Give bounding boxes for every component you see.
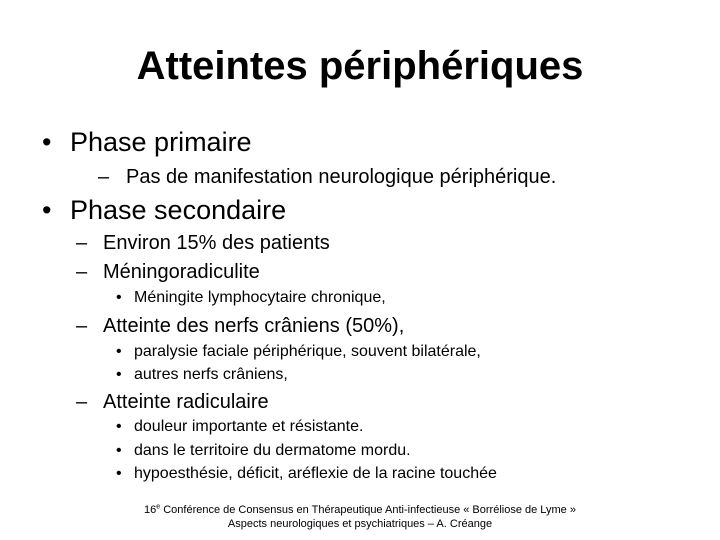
subsubbullet-text: douleur importante et résistante. [134,418,364,435]
bullet-marker: • [116,465,122,482]
bullet-marker: • [42,195,52,225]
bullet-text: Phase primaire [70,127,252,157]
bullet-marker: • [42,127,52,157]
bullet-marker: • [116,343,122,360]
subsubbullet-text: autres nerfs crâniens, [134,366,288,383]
footer-line-1 [0,503,720,517]
dash-marker: – [76,232,88,254]
dash-marker: – [76,261,88,283]
footer-line-2: Aspects neurologiques et psychiatriques – A. Créange [227,518,493,530]
subsubbullet-text: Méningite lymphocytaire chronique, [134,289,386,306]
footer-superscript: e [156,503,161,511]
dash-marker: – [98,166,110,188]
footer-edition-number: 16 [144,504,157,516]
subbullet-text: Environ 15% des patients [103,232,330,254]
slide-title: Atteintes périphériques [136,44,584,88]
dash-marker: – [76,391,88,413]
subbullet-text: Méningoradiculite [103,261,260,283]
footer-conference-text: Conférence de Consensus en Thérapeutique Anti-infectieuse « Borréliose de Lyme » [160,504,576,516]
bullet-marker: • [116,442,122,459]
bullet-marker: • [116,289,122,306]
subbullet-text: Pas de manifestation neurologique périphérique. [126,166,557,188]
subbullet-text: Atteinte des nerfs crâniens (50%), [103,315,405,337]
bullet-text: Phase secondaire [70,195,287,225]
subsubbullet-text: hypoesthésie, déficit, aréflexie de la racine touchée [134,465,497,482]
dash-marker: – [76,315,88,337]
bullet-marker: • [116,366,122,383]
subsubbullet-text: paralysie faciale périphérique, souvent bilatérale, [134,343,481,360]
subbullet-text: Atteinte radiculaire [103,391,269,413]
bullet-marker: • [116,418,122,435]
subsubbullet-text: dans le territoire du dermatome mordu. [134,442,411,459]
